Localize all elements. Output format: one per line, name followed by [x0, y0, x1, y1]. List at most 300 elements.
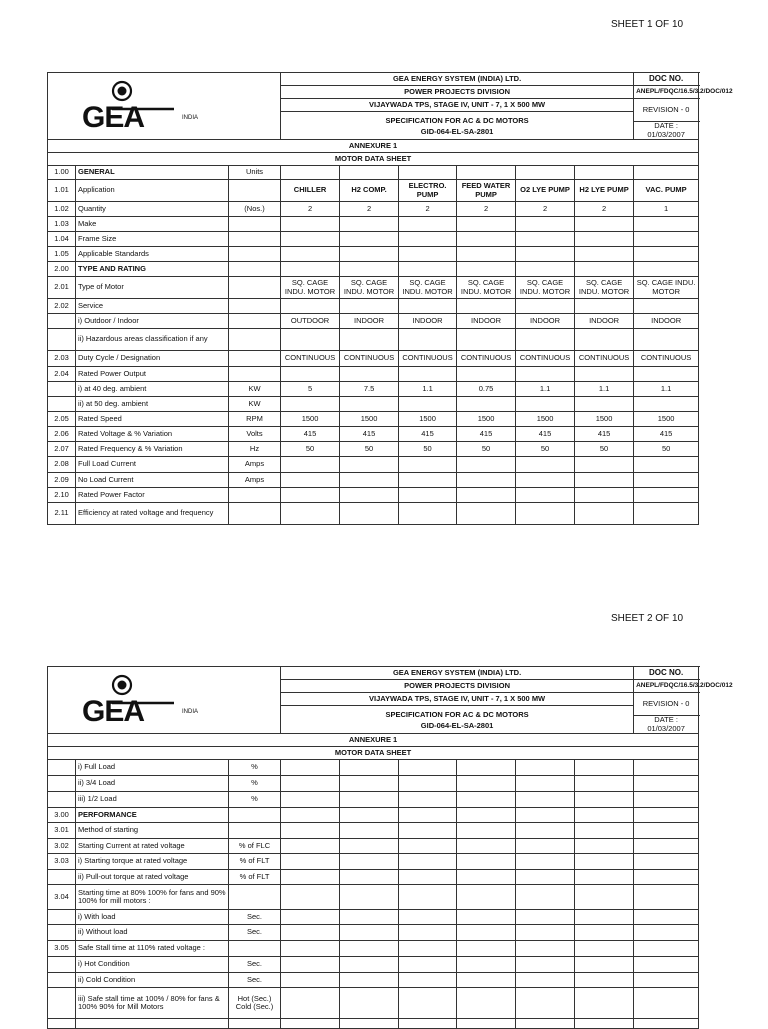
logo-india-text: INDIA [182, 115, 199, 121]
motor-value-cell [399, 988, 457, 1019]
motor-value-cell [516, 870, 575, 885]
motor-value-cell [634, 885, 699, 910]
motor-value-cell [399, 854, 457, 870]
item-units [229, 314, 281, 329]
motor-value-cell [516, 397, 575, 412]
motor-value-cell [399, 1019, 457, 1029]
motor-value-cell [457, 247, 516, 262]
item-number: 2.01 [48, 277, 76, 299]
motor-value-cell [516, 808, 575, 823]
motor-value-cell [281, 988, 340, 1019]
item-description: Safe Stall time at 110% rated voltage : [76, 941, 229, 957]
revision: REVISION - 0 [634, 99, 699, 122]
item-number: 2.04 [48, 367, 76, 382]
table-row [48, 412, 699, 427]
item-units [229, 503, 281, 525]
logo-india-text: INDIA [182, 709, 199, 715]
motor-value-cell: 50 [516, 442, 575, 457]
motor-value-cell: INDOOR [457, 314, 516, 329]
table-row [48, 329, 699, 351]
item-number [48, 792, 76, 808]
motor-value-cell [575, 217, 634, 232]
motor-value-cell [340, 329, 399, 351]
motor-value-cell [340, 247, 399, 262]
motor-value-cell [281, 397, 340, 412]
motor-value-cell [575, 823, 634, 839]
item-number: 3.00 [48, 808, 76, 823]
item-number [48, 973, 76, 988]
motor-value-cell [281, 329, 340, 351]
motor-value-cell [399, 232, 457, 247]
motor-value-cell [634, 488, 699, 503]
motor-value-cell [634, 217, 699, 232]
motor-value-cell: CONTINUOUS [457, 351, 516, 367]
item-units: Units [229, 166, 281, 180]
motor-value-cell [340, 885, 399, 910]
table-row [48, 854, 699, 870]
date: DATE : 01/03/2007 [634, 716, 699, 734]
motor-value-cell [340, 792, 399, 808]
motor-value-cell: SQ. CAGE INDU. MOTOR [457, 277, 516, 299]
motor-value-cell [399, 166, 457, 180]
motor-value-cell: CONTINUOUS [575, 351, 634, 367]
motor-value-cell [340, 925, 399, 941]
motor-value-cell [340, 808, 399, 823]
item-description: i) Outdoor / Indoor [76, 314, 229, 329]
table-row [48, 457, 699, 473]
item-number [48, 776, 76, 792]
item-description: Service [76, 299, 229, 314]
logo-cell [48, 667, 281, 734]
item-units [229, 1019, 281, 1029]
motor-value-cell [575, 792, 634, 808]
item-number: 3.04 [48, 885, 76, 910]
motor-value-cell: SQ. CAGE INDU. MOTOR [575, 277, 634, 299]
item-description: Applicable Standards [76, 247, 229, 262]
item-description: Rated Power Factor [76, 488, 229, 503]
table-row [48, 314, 699, 329]
item-units: % [229, 792, 281, 808]
motor-value-cell [281, 925, 340, 941]
item-description: GENERAL [76, 166, 229, 180]
item-number [48, 760, 76, 776]
motor-value-cell [575, 885, 634, 910]
item-number: 2.05 [48, 412, 76, 427]
item-description: Rated Power Output [76, 367, 229, 382]
motor-value-cell [516, 854, 575, 870]
item-units: Amps [229, 473, 281, 488]
motor-value-cell [340, 166, 399, 180]
item-number: 1.02 [48, 202, 76, 217]
item-number [48, 925, 76, 941]
motor-value-cell: OUTDOOR [281, 314, 340, 329]
motor-value-cell: 1500 [575, 412, 634, 427]
item-number: 3.02 [48, 839, 76, 854]
motor-value-cell [281, 776, 340, 792]
table-row [48, 277, 699, 299]
motor-value-cell [516, 473, 575, 488]
item-number: 2.09 [48, 473, 76, 488]
table-row [48, 351, 699, 367]
table-row [48, 397, 699, 412]
motor-value-cell [281, 488, 340, 503]
table-row [48, 202, 699, 217]
motor-value-cell [399, 776, 457, 792]
motor-value-cell [281, 870, 340, 885]
motor-value-cell [281, 760, 340, 776]
motor-value-cell: 415 [634, 427, 699, 442]
motor-value-cell: 0.75 [457, 382, 516, 397]
project-line-2 [281, 706, 634, 734]
item-number [48, 910, 76, 925]
motor-value-cell [340, 870, 399, 885]
table-row [48, 776, 699, 792]
motor-value-cell [457, 885, 516, 910]
motor-value-cell [575, 760, 634, 776]
item-number [48, 314, 76, 329]
motor-value-cell [399, 247, 457, 262]
motor-value-cell: 415 [340, 427, 399, 442]
motor-value-cell [399, 808, 457, 823]
annexure-title: ANNEXURE 1 [48, 734, 699, 747]
item-units: Amps [229, 457, 281, 473]
motor-value-cell: 2 [281, 202, 340, 217]
motor-value-cell [340, 488, 399, 503]
item-description: Rated Frequency & % Variation [76, 442, 229, 457]
sheet-title: MOTOR DATA SHEET [48, 153, 699, 166]
motor-value-cell [457, 957, 516, 973]
motor-value-cell [399, 760, 457, 776]
motor-value-cell [634, 299, 699, 314]
item-number: 1.03 [48, 217, 76, 232]
table-row [48, 427, 699, 442]
motor-value-cell [634, 925, 699, 941]
motor-value-cell [516, 329, 575, 351]
motor-value-cell: 2 [399, 202, 457, 217]
item-units: RPM [229, 412, 281, 427]
motor-value-cell: INDOOR [516, 314, 575, 329]
sheet-1-rows [48, 166, 699, 525]
motor-column-header: O2 LYE PUMP [516, 180, 575, 202]
item-description: Frame Size [76, 232, 229, 247]
motor-value-cell [340, 397, 399, 412]
item-description: Type of Motor [76, 277, 229, 299]
table-row [48, 760, 699, 776]
table-row [48, 247, 699, 262]
item-number [48, 382, 76, 397]
item-units: % of FLT [229, 854, 281, 870]
motor-value-cell [575, 299, 634, 314]
motor-value-cell [399, 839, 457, 854]
table-row [48, 957, 699, 973]
motor-value-cell [399, 473, 457, 488]
sheet-1-label: SHEET 1 OF 10 [611, 19, 684, 30]
item-number: 1.04 [48, 232, 76, 247]
item-number: 3.05 [48, 941, 76, 957]
motor-value-cell: 1500 [457, 412, 516, 427]
motor-value-cell: SQ. CAGE INDU. MOTOR [634, 277, 699, 299]
table-row [48, 262, 699, 277]
item-units [229, 941, 281, 957]
motor-value-cell [281, 457, 340, 473]
item-units [229, 247, 281, 262]
gea-logo-icon [82, 81, 212, 134]
motor-value-cell [281, 885, 340, 910]
motor-value-cell [575, 397, 634, 412]
motor-value-cell [399, 299, 457, 314]
item-description: iii) 1/2 Load [76, 792, 229, 808]
motor-value-cell [575, 808, 634, 823]
table-row [48, 925, 699, 941]
motor-value-cell [634, 1019, 699, 1029]
svg-text:GEA: GEA [82, 101, 145, 134]
motor-value-cell: 2 [516, 202, 575, 217]
motor-value-cell [340, 823, 399, 839]
doc-no-label: DOC NO. [634, 667, 699, 680]
motor-value-cell: CONTINUOUS [634, 351, 699, 367]
motor-value-cell [399, 367, 457, 382]
table-row [48, 488, 699, 503]
motor-column-header: CHILLER [281, 180, 340, 202]
motor-value-cell [634, 232, 699, 247]
motor-value-cell [457, 792, 516, 808]
motor-data-sheet-1 [47, 72, 733, 525]
doc-no-value: ANEPL/FDQC/16.5/3.2/DOC/012 [634, 680, 699, 693]
table-row [48, 367, 699, 382]
motor-value-cell [516, 166, 575, 180]
motor-value-cell: 2 [575, 202, 634, 217]
motor-value-cell [281, 367, 340, 382]
motor-value-cell [399, 925, 457, 941]
motor-value-cell [457, 367, 516, 382]
motor-value-cell [516, 760, 575, 776]
motor-value-cell [281, 232, 340, 247]
motor-value-cell: 2 [340, 202, 399, 217]
item-number [48, 1019, 76, 1029]
item-description: i) at 40 deg. ambient [76, 382, 229, 397]
table-row [48, 839, 699, 854]
project-doc-id: GID-064-EL-SA-2801 [420, 126, 494, 136]
motor-value-cell: 415 [457, 427, 516, 442]
motor-value-cell: CONTINUOUS [516, 351, 575, 367]
motor-value-cell [516, 988, 575, 1019]
motor-value-cell [399, 329, 457, 351]
motor-value-cell [457, 488, 516, 503]
motor-value-cell [575, 473, 634, 488]
motor-value-cell [457, 808, 516, 823]
motor-value-cell [340, 839, 399, 854]
gea-logo-icon [82, 675, 212, 728]
table-row [48, 166, 699, 180]
motor-value-cell: INDOOR [340, 314, 399, 329]
motor-value-cell [457, 988, 516, 1019]
motor-value-cell [399, 973, 457, 988]
motor-value-cell [281, 808, 340, 823]
item-number: 3.01 [48, 823, 76, 839]
motor-value-cell [457, 823, 516, 839]
motor-value-cell [399, 870, 457, 885]
motor-value-cell [457, 329, 516, 351]
motor-value-cell [634, 870, 699, 885]
item-description: i) Hot Condition [76, 957, 229, 973]
motor-value-cell: 415 [516, 427, 575, 442]
motor-value-cell [340, 217, 399, 232]
motor-value-cell [575, 262, 634, 277]
item-description: ii) Without load [76, 925, 229, 941]
motor-value-cell [281, 503, 340, 525]
doc-no-value: ANEPL/FDQC/16.5/3.2/DOC/012 [634, 86, 699, 99]
item-description: Starting Current at rated voltage [76, 839, 229, 854]
motor-value-cell [634, 808, 699, 823]
motor-value-cell [457, 473, 516, 488]
motor-value-cell [634, 247, 699, 262]
motor-value-cell: 1.1 [634, 382, 699, 397]
motor-column-header: H2 LYE PUMP [575, 180, 634, 202]
item-number: 2.11 [48, 503, 76, 525]
motor-value-cell [516, 247, 575, 262]
motor-value-cell [399, 885, 457, 910]
item-units [229, 823, 281, 839]
motor-value-cell [457, 854, 516, 870]
motor-value-cell [634, 792, 699, 808]
item-units: Sec. [229, 910, 281, 925]
motor-value-cell [399, 503, 457, 525]
motor-value-cell [457, 839, 516, 854]
motor-value-cell [575, 1019, 634, 1029]
table-row [48, 442, 699, 457]
item-number: 2.02 [48, 299, 76, 314]
project-line-1: VIJAYWADA TPS, STAGE IV, UNIT - 7, 1 X 500 MW [281, 693, 634, 706]
motor-value-cell [457, 776, 516, 792]
motor-value-cell [340, 854, 399, 870]
motor-value-cell [281, 957, 340, 973]
division-name: POWER PROJECTS DIVISION [281, 86, 634, 99]
motor-value-cell [457, 870, 516, 885]
item-description: ii) at 50 deg. ambient [76, 397, 229, 412]
motor-value-cell [281, 839, 340, 854]
motor-value-cell [399, 457, 457, 473]
motor-value-cell: 1500 [281, 412, 340, 427]
motor-value-cell [575, 329, 634, 351]
motor-value-cell: 1500 [516, 412, 575, 427]
motor-value-cell [340, 262, 399, 277]
annexure-title: ANNEXURE 1 [48, 140, 699, 153]
motor-value-cell [575, 870, 634, 885]
item-units: Hz [229, 442, 281, 457]
item-number [48, 870, 76, 885]
table-row [48, 988, 699, 1019]
motor-value-cell [575, 776, 634, 792]
motor-value-cell [634, 776, 699, 792]
company-name: GEA ENERGY SYSTEM (INDIA) LTD. [281, 73, 634, 86]
motor-value-cell [634, 262, 699, 277]
motor-value-cell [516, 792, 575, 808]
item-units [229, 277, 281, 299]
item-description: ii) Pull-out torque at rated voltage [76, 870, 229, 885]
motor-value-cell [457, 299, 516, 314]
motor-value-cell [457, 1019, 516, 1029]
motor-value-cell [281, 166, 340, 180]
motor-value-cell: 50 [457, 442, 516, 457]
item-number: 1.01 [48, 180, 76, 202]
motor-value-cell [281, 910, 340, 925]
item-number [48, 988, 76, 1019]
motor-value-cell: SQ. CAGE INDU. MOTOR [340, 277, 399, 299]
motor-value-cell [457, 760, 516, 776]
motor-value-cell [634, 941, 699, 957]
table-row [48, 232, 699, 247]
motor-value-cell: 415 [399, 427, 457, 442]
motor-value-cell [457, 503, 516, 525]
item-units: KW [229, 382, 281, 397]
motor-value-cell [340, 367, 399, 382]
item-description: No Load Current [76, 473, 229, 488]
table-row [48, 885, 699, 910]
motor-value-cell [340, 957, 399, 973]
project-line-2 [281, 112, 634, 140]
motor-value-cell [516, 457, 575, 473]
item-number: 2.00 [48, 262, 76, 277]
item-number [48, 957, 76, 973]
motor-value-cell [516, 232, 575, 247]
motor-column-header: H2 COMP. [340, 180, 399, 202]
item-number: 1.00 [48, 166, 76, 180]
motor-value-cell [281, 262, 340, 277]
item-units [229, 488, 281, 503]
motor-value-cell [281, 941, 340, 957]
table-row [48, 870, 699, 885]
sheet-2-label: SHEET 2 OF 10 [611, 613, 684, 624]
motor-value-cell [634, 397, 699, 412]
motor-value-cell [575, 988, 634, 1019]
motor-value-cell: 50 [399, 442, 457, 457]
item-number: 2.06 [48, 427, 76, 442]
motor-value-cell [516, 941, 575, 957]
doc-no-label: DOC NO. [634, 73, 699, 86]
item-units [229, 351, 281, 367]
item-units [229, 180, 281, 202]
motor-value-cell [516, 957, 575, 973]
motor-value-cell [457, 973, 516, 988]
table-row [48, 1019, 699, 1029]
motor-value-cell [516, 839, 575, 854]
motor-value-cell [399, 910, 457, 925]
motor-value-cell [575, 488, 634, 503]
item-description: ii) 3/4 Load [76, 776, 229, 792]
motor-value-cell [575, 957, 634, 973]
motor-value-cell [575, 973, 634, 988]
table-row [48, 808, 699, 823]
item-units [229, 299, 281, 314]
motor-value-cell [634, 166, 699, 180]
motor-value-cell [281, 823, 340, 839]
table-row [48, 503, 699, 525]
item-description: PERFORMANCE [76, 808, 229, 823]
motor-value-cell [516, 910, 575, 925]
item-description: TYPE AND RATING [76, 262, 229, 277]
motor-value-cell [281, 973, 340, 988]
item-description: Starting time at 80% 100% for fans and 90% 100% for mill motors : [76, 885, 229, 910]
item-number: 2.08 [48, 457, 76, 473]
item-description: Full Load Current [76, 457, 229, 473]
motor-value-cell [457, 941, 516, 957]
item-description: Efficiency at rated voltage and frequency [76, 503, 229, 525]
item-description: i) Starting torque at rated voltage [76, 854, 229, 870]
motor-value-cell [634, 503, 699, 525]
item-units: Volts [229, 427, 281, 442]
motor-value-cell [457, 925, 516, 941]
item-units: Sec. [229, 957, 281, 973]
